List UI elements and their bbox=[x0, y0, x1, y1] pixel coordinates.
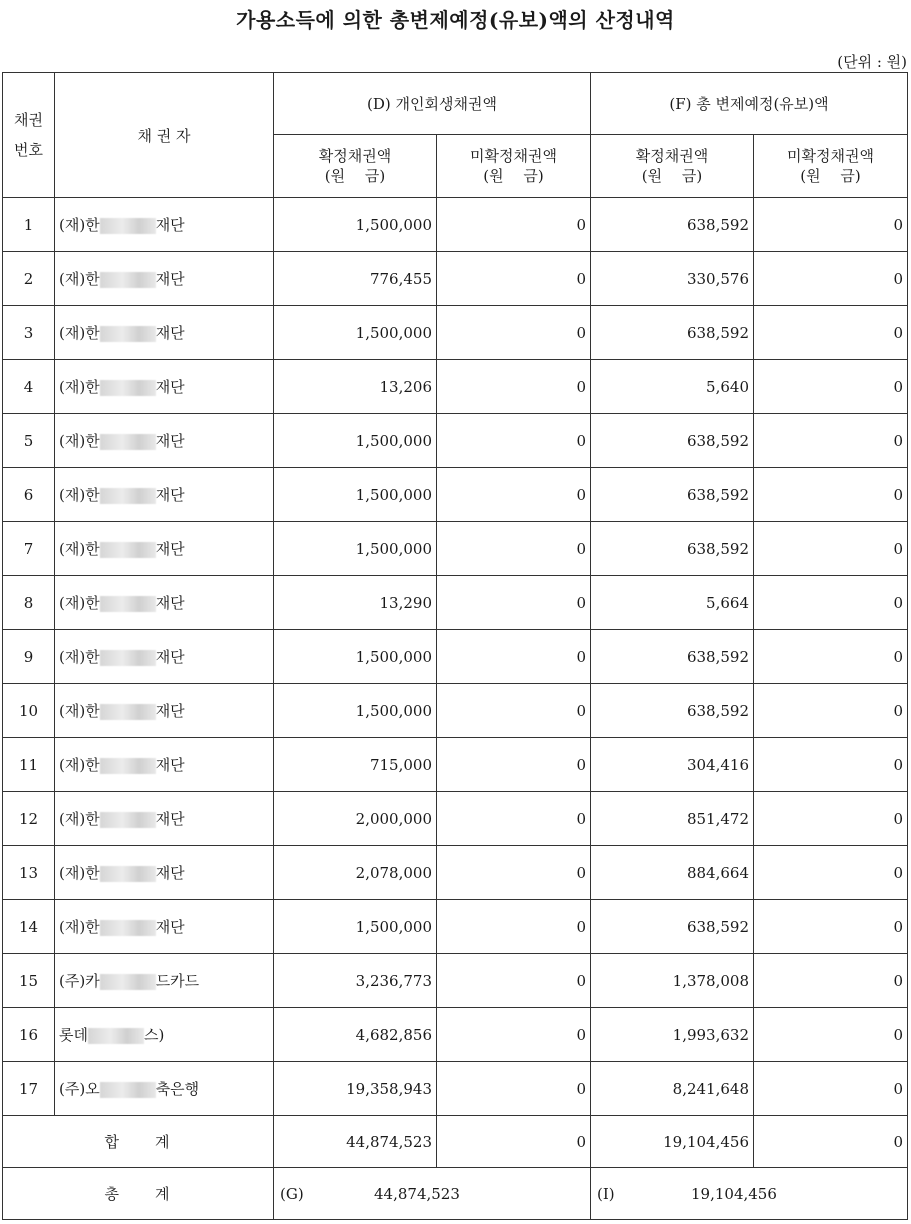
table-row bbox=[3, 360, 908, 414]
f-unconfirmed-amount: 0 bbox=[754, 846, 908, 900]
creditor-number: 10 bbox=[3, 684, 55, 738]
creditor-name-prefix: (재)한 bbox=[59, 918, 100, 936]
d-confirmed-amount: 2,078,000 bbox=[274, 846, 437, 900]
grand-total-g bbox=[274, 1168, 591, 1220]
d-unconfirmed-amount: 0 bbox=[437, 738, 591, 792]
f-unconfirmed-amount: 0 bbox=[754, 360, 908, 414]
redacted-name-blur bbox=[100, 1082, 156, 1098]
d-confirmed-amount: 13,290 bbox=[274, 576, 437, 630]
creditor-name-prefix: 롯데 bbox=[59, 1026, 88, 1044]
d-unconfirmed-amount: 0 bbox=[437, 576, 591, 630]
table-row bbox=[3, 954, 908, 1008]
f-confirmed-amount: 638,592 bbox=[591, 414, 754, 468]
creditor-number: 7 bbox=[3, 522, 55, 576]
redacted-name-blur bbox=[100, 272, 156, 288]
d-confirmed-amount: 1,500,000 bbox=[274, 900, 437, 954]
grand-total-g-tag: (G) bbox=[280, 1184, 304, 1203]
creditor-name-prefix: (재)한 bbox=[59, 702, 100, 720]
creditor-name-prefix: (주)오 bbox=[59, 1080, 100, 1098]
creditor-name-prefix: (재)한 bbox=[59, 540, 100, 558]
f-confirmed-amount: 884,664 bbox=[591, 846, 754, 900]
f-confirmed-amount: 5,640 bbox=[591, 360, 754, 414]
creditor-name-suffix: 스) bbox=[143, 1026, 165, 1044]
creditor-number: 13 bbox=[3, 846, 55, 900]
creditor-name bbox=[55, 198, 274, 252]
creditor-name-suffix: 재단 bbox=[155, 432, 185, 450]
d-confirmed-amount: 1,500,000 bbox=[274, 414, 437, 468]
creditor-name-suffix: 재단 bbox=[155, 702, 185, 720]
redacted-name-blur bbox=[100, 758, 156, 774]
header-f-confirmed: 확정채권액 (원 금) bbox=[591, 135, 754, 198]
d-confirmed-amount: 1,500,000 bbox=[274, 630, 437, 684]
grand-total-label: 총 계 bbox=[3, 1168, 274, 1220]
d-confirmed-amount: 13,206 bbox=[274, 360, 437, 414]
header-group-d: (D) 개인회생채권액 bbox=[274, 73, 591, 135]
creditor-name-suffix: 재단 bbox=[155, 756, 185, 774]
creditor-name-suffix: 드카드 bbox=[155, 972, 200, 990]
creditor-name bbox=[55, 468, 274, 522]
d-confirmed-amount: 1,500,000 bbox=[274, 684, 437, 738]
f-unconfirmed-amount: 0 bbox=[754, 1062, 908, 1116]
creditor-number: 8 bbox=[3, 576, 55, 630]
d-unconfirmed-amount: 0 bbox=[437, 252, 591, 306]
creditor-name bbox=[55, 252, 274, 306]
d-unconfirmed-amount: 0 bbox=[437, 630, 591, 684]
table-row bbox=[3, 252, 908, 306]
f-unconfirmed-amount: 0 bbox=[754, 306, 908, 360]
d-confirmed-amount: 776,455 bbox=[274, 252, 437, 306]
d-confirmed-amount: 4,682,856 bbox=[274, 1008, 437, 1062]
creditor-name-prefix: (재)한 bbox=[59, 756, 100, 774]
f-confirmed-amount: 5,664 bbox=[591, 576, 754, 630]
table-row bbox=[3, 630, 908, 684]
d-confirmed-amount: 1,500,000 bbox=[274, 468, 437, 522]
f-unconfirmed-amount: 0 bbox=[754, 252, 908, 306]
creditor-name-suffix: 재단 bbox=[155, 864, 185, 882]
creditor-name-prefix: (재)한 bbox=[59, 324, 100, 342]
f-confirmed-amount: 330,576 bbox=[591, 252, 754, 306]
d-unconfirmed-amount: 0 bbox=[437, 684, 591, 738]
creditor-name bbox=[55, 954, 274, 1008]
creditor-name-suffix: 재단 bbox=[155, 378, 185, 396]
f-unconfirmed-amount: 0 bbox=[754, 900, 908, 954]
creditor-number: 3 bbox=[3, 306, 55, 360]
d-confirmed-amount: 1,500,000 bbox=[274, 306, 437, 360]
table-row bbox=[3, 738, 908, 792]
redacted-name-blur bbox=[100, 434, 156, 450]
d-unconfirmed-amount: 0 bbox=[437, 522, 591, 576]
creditor-name-suffix: 재단 bbox=[155, 594, 185, 612]
f-unconfirmed-amount: 0 bbox=[754, 522, 908, 576]
d-confirmed-amount: 3,236,773 bbox=[274, 954, 437, 1008]
d-unconfirmed-amount: 0 bbox=[437, 306, 591, 360]
subtotal-f-confirmed: 19,104,456 bbox=[591, 1116, 754, 1168]
f-unconfirmed-amount: 0 bbox=[754, 954, 908, 1008]
creditor-number: 4 bbox=[3, 360, 55, 414]
creditor-name-suffix: 축은행 bbox=[155, 1080, 200, 1098]
redacted-name-blur bbox=[100, 812, 156, 828]
d-unconfirmed-amount: 0 bbox=[437, 198, 591, 252]
f-confirmed-amount: 1,378,008 bbox=[591, 954, 754, 1008]
f-confirmed-amount: 304,416 bbox=[591, 738, 754, 792]
creditor-number: 5 bbox=[3, 414, 55, 468]
creditor-name-prefix: (재)한 bbox=[59, 594, 100, 612]
table-row bbox=[3, 1008, 908, 1062]
subtotal-d-confirmed: 44,874,523 bbox=[274, 1116, 437, 1168]
f-unconfirmed-amount: 0 bbox=[754, 792, 908, 846]
d-unconfirmed-amount: 0 bbox=[437, 1008, 591, 1062]
creditor-name-prefix: (주)카 bbox=[59, 972, 100, 990]
f-unconfirmed-amount: 0 bbox=[754, 630, 908, 684]
d-unconfirmed-amount: 0 bbox=[437, 360, 591, 414]
table-row bbox=[3, 792, 908, 846]
creditor-name bbox=[55, 792, 274, 846]
redacted-name-blur bbox=[100, 596, 156, 612]
table-row bbox=[3, 522, 908, 576]
grand-total-i-tag: (I) bbox=[597, 1184, 615, 1203]
table-row bbox=[3, 414, 908, 468]
d-unconfirmed-amount: 0 bbox=[437, 846, 591, 900]
creditor-name bbox=[55, 576, 274, 630]
header-f-unconfirmed: 미확정채권액 (원 금) bbox=[754, 135, 908, 198]
creditor-number: 14 bbox=[3, 900, 55, 954]
creditor-number: 6 bbox=[3, 468, 55, 522]
f-confirmed-amount: 638,592 bbox=[591, 522, 754, 576]
document-title: 가용소득에 의한 총변제예정(유보)액의 산정내역 bbox=[236, 8, 675, 32]
creditor-name-prefix: (재)한 bbox=[59, 648, 100, 666]
creditor-name bbox=[55, 522, 274, 576]
creditor-name bbox=[55, 1008, 274, 1062]
f-confirmed-amount: 638,592 bbox=[591, 198, 754, 252]
creditor-name bbox=[55, 414, 274, 468]
redacted-name-blur bbox=[100, 866, 156, 882]
header-creditor-no: 채권 번호 bbox=[3, 73, 55, 198]
f-unconfirmed-amount: 0 bbox=[754, 414, 908, 468]
creditor-name-suffix: 재단 bbox=[155, 324, 185, 342]
d-unconfirmed-amount: 0 bbox=[437, 414, 591, 468]
table-row bbox=[3, 198, 908, 252]
f-unconfirmed-amount: 0 bbox=[754, 1008, 908, 1062]
creditor-number: 11 bbox=[3, 738, 55, 792]
d-confirmed-amount: 1,500,000 bbox=[274, 198, 437, 252]
d-unconfirmed-amount: 0 bbox=[437, 468, 591, 522]
creditor-name bbox=[55, 846, 274, 900]
f-confirmed-amount: 638,592 bbox=[591, 306, 754, 360]
d-confirmed-amount: 715,000 bbox=[274, 738, 437, 792]
creditor-name-suffix: 재단 bbox=[155, 270, 185, 288]
d-confirmed-amount: 19,358,943 bbox=[274, 1062, 437, 1116]
creditor-name-prefix: (재)한 bbox=[59, 864, 100, 882]
f-confirmed-amount: 638,592 bbox=[591, 684, 754, 738]
d-unconfirmed-amount: 0 bbox=[437, 900, 591, 954]
creditor-number: 12 bbox=[3, 792, 55, 846]
redacted-name-blur bbox=[88, 1028, 144, 1044]
grand-total-g-value: 44,874,523 bbox=[374, 1184, 460, 1203]
f-unconfirmed-amount: 0 bbox=[754, 468, 908, 522]
creditor-number: 15 bbox=[3, 954, 55, 1008]
repayment-table bbox=[2, 72, 908, 1220]
f-confirmed-amount: 1,993,632 bbox=[591, 1008, 754, 1062]
d-confirmed-amount: 1,500,000 bbox=[274, 522, 437, 576]
table-row bbox=[3, 846, 908, 900]
creditor-name bbox=[55, 684, 274, 738]
redacted-name-blur bbox=[100, 704, 156, 720]
creditor-number: 2 bbox=[3, 252, 55, 306]
creditor-name-prefix: (재)한 bbox=[59, 810, 100, 828]
header-d-unconfirmed: 미확정채권액 (원 금) bbox=[437, 135, 591, 198]
f-unconfirmed-amount: 0 bbox=[754, 198, 908, 252]
redacted-name-blur bbox=[100, 326, 156, 342]
creditor-name bbox=[55, 1062, 274, 1116]
d-confirmed-amount: 2,000,000 bbox=[274, 792, 437, 846]
f-confirmed-amount: 8,241,648 bbox=[591, 1062, 754, 1116]
creditor-number: 9 bbox=[3, 630, 55, 684]
creditor-name-suffix: 재단 bbox=[155, 540, 185, 558]
creditor-name-prefix: (재)한 bbox=[59, 432, 100, 450]
creditor-name-suffix: 재단 bbox=[155, 216, 185, 234]
creditor-name-suffix: 재단 bbox=[155, 486, 185, 504]
creditor-name bbox=[55, 360, 274, 414]
f-unconfirmed-amount: 0 bbox=[754, 684, 908, 738]
table-row bbox=[3, 684, 908, 738]
subtotal-d-unconfirmed: 0 bbox=[437, 1116, 591, 1168]
f-confirmed-amount: 851,472 bbox=[591, 792, 754, 846]
creditor-name bbox=[55, 630, 274, 684]
creditor-number: 1 bbox=[3, 198, 55, 252]
redacted-name-blur bbox=[100, 488, 156, 504]
unit-label: (단위 : 원) bbox=[837, 53, 907, 71]
f-confirmed-amount: 638,592 bbox=[591, 900, 754, 954]
creditor-number: 16 bbox=[3, 1008, 55, 1062]
creditor-number: 17 bbox=[3, 1062, 55, 1116]
header-creditor: 채 권 자 bbox=[55, 73, 274, 198]
table-row bbox=[3, 900, 908, 954]
creditor-name-prefix: (재)한 bbox=[59, 486, 100, 504]
redacted-name-blur bbox=[100, 650, 156, 666]
d-unconfirmed-amount: 0 bbox=[437, 792, 591, 846]
subtotal-label: 합 계 bbox=[3, 1116, 274, 1168]
table-row bbox=[3, 1062, 908, 1116]
subtotal-f-unconfirmed: 0 bbox=[754, 1116, 908, 1168]
d-unconfirmed-amount: 0 bbox=[437, 1062, 591, 1116]
redacted-name-blur bbox=[100, 218, 156, 234]
creditor-name-suffix: 재단 bbox=[155, 810, 185, 828]
creditor-name-suffix: 재단 bbox=[155, 648, 185, 666]
creditor-name bbox=[55, 738, 274, 792]
redacted-name-blur bbox=[100, 920, 156, 936]
f-confirmed-amount: 638,592 bbox=[591, 468, 754, 522]
creditor-name bbox=[55, 900, 274, 954]
table-row bbox=[3, 306, 908, 360]
creditor-name-suffix: 재단 bbox=[155, 918, 185, 936]
creditor-name bbox=[55, 306, 274, 360]
header-group-f: (F) 총 변제예정(유보)액 bbox=[591, 73, 908, 135]
table-row bbox=[3, 576, 908, 630]
creditor-name-prefix: (재)한 bbox=[59, 378, 100, 396]
f-unconfirmed-amount: 0 bbox=[754, 576, 908, 630]
grand-total-i bbox=[591, 1168, 908, 1220]
redacted-name-blur bbox=[100, 974, 156, 990]
redacted-name-blur bbox=[100, 542, 156, 558]
grand-total-i-value: 19,104,456 bbox=[691, 1184, 777, 1203]
d-unconfirmed-amount: 0 bbox=[437, 954, 591, 1008]
redacted-name-blur bbox=[100, 380, 156, 396]
table-row bbox=[3, 468, 908, 522]
creditor-name-prefix: (재)한 bbox=[59, 270, 100, 288]
f-unconfirmed-amount: 0 bbox=[754, 738, 908, 792]
creditor-name-prefix: (재)한 bbox=[59, 216, 100, 234]
f-confirmed-amount: 638,592 bbox=[591, 630, 754, 684]
header-d-confirmed: 확정채권액 (원 금) bbox=[274, 135, 437, 198]
